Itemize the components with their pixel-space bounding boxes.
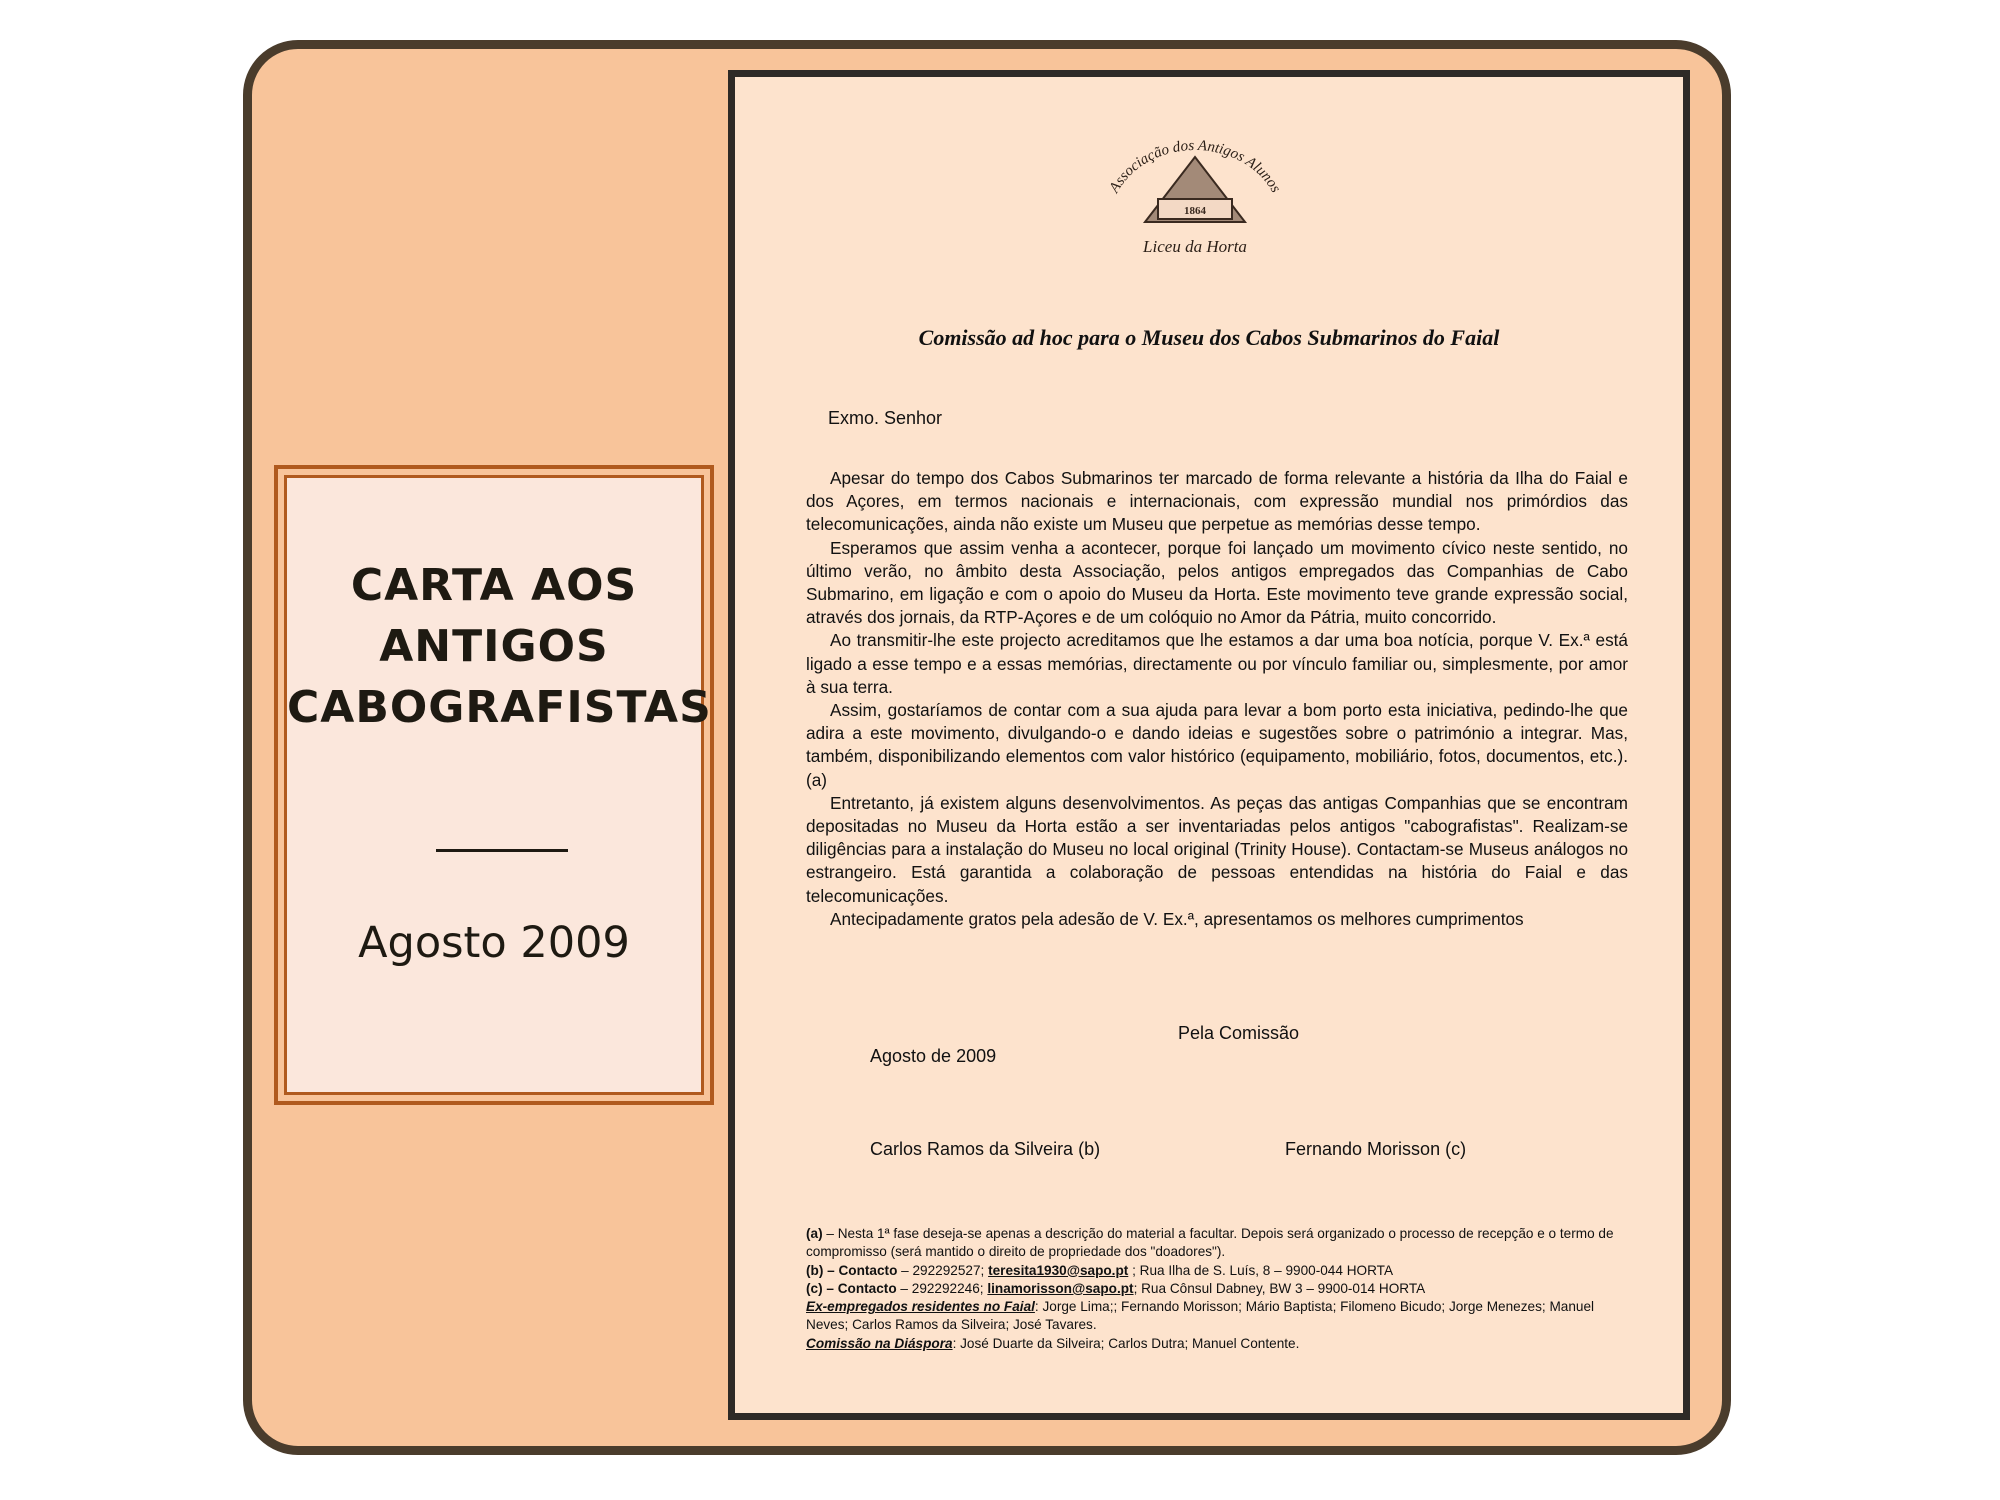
footnote-residents: Ex-empregados residentes no Faial: Jorge Lima;; Fernando Morisson; Mário Baptista; Filomeno Bicudo; Jorge Menezes; Manuel Neves; Carlos Ramos da Silveira; José Tavares. <box>806 1299 1595 1333</box>
signatory-silveira: Carlos Ramos da Silveira (b) <box>870 1139 1101 1159</box>
body-paragraph: Assim, gostaríamos de contar com a sua ajuda para levar a bom porto esta iniciativa, pedindo-lhe que adira a este movimento, divulgando-o e dando ideias e sugestões sobre o património a integrar. Mas, também, disponibilizando elementos com valor histórico (equipamento, mobiliário, fotos, documentos, etc.). (a) <box>806 700 1628 790</box>
card-title: CARTA AOS ANTIGOS CABOGRAFISTAS <box>287 560 712 733</box>
body-paragraph: Ao transmitir-lhe este projecto acreditamos que lhe estamos a dar uma boa notícia, porque V. Ex.ª está ligado a esse tempo e a essas memórias, directamente ou por vínculo familiar ou, simplesmente, por amor à sua terra. <box>806 630 1628 697</box>
title-card <box>274 465 714 1105</box>
letter-body <box>806 467 1628 931</box>
body-paragraph: Esperamos que assim venha a acontecer, porque foi lançado um movimento cívico neste sentido, no último verão, no âmbito desta Associação, pelos antigos empregados das Companhias de Cabo Submarino, em ligação e com o apoio do Museu da Horta. Este movimento teve grande expressão social, através dos jornais, da RTP-Açores e de um colóquio no Amor da Pátria, muito concorrido. <box>806 537 1628 628</box>
footnotes <box>806 1225 1636 1353</box>
footnote-a: (a) – Nesta 1ª fase deseja-se apenas a descrição do material a facultar. Depois será organizado o processo de recepção e o termo de compromisso (será mantido o direito de propriedade dos "doadores"). <box>806 1226 1614 1260</box>
card-date: Agosto 2009 <box>358 918 630 968</box>
letter-heading: Comissão ad hoc para o Museu dos Cabos Submarinos do Faial <box>918 325 1500 350</box>
footnote-diaspora: Comissão na Diáspora: José Duarte da Silveira; Carlos Dutra; Manuel Contente. <box>806 1335 1300 1351</box>
card-divider <box>436 849 568 852</box>
letter-greeting: Exmo. Senhor <box>828 408 943 428</box>
letter-page <box>728 70 1690 1420</box>
footnote-c: (c) – Contacto – 292292246; linamorisson@sapo.pt; Rua Cônsul Dabney, BW 3 – 9900-014 HORTA <box>806 1280 1426 1296</box>
logo-arc-text: Associação dos Antigos Alunos <box>1106 137 1284 196</box>
signatory-morisson: Fernando Morisson (c) <box>1285 1139 1467 1159</box>
email-link-linamorisson[interactable]: linamorisson@sapo.pt <box>987 1280 1134 1296</box>
logo-year: 1864 <box>1184 205 1206 217</box>
body-paragraph: Antecipadamente gratos pela adesão de V. Ex.ª, apresentamos os melhores cumprimentos <box>830 908 1524 929</box>
email-link-teresita[interactable]: teresita1930@sapo.pt <box>988 1262 1129 1278</box>
signature-date: Agosto de 2009 <box>870 1046 997 1066</box>
logo-bottom-text: Liceu da Horta <box>1143 237 1247 256</box>
signature-commission: Pela Comissão <box>1178 1023 1300 1043</box>
association-logo <box>1090 127 1300 267</box>
body-paragraph: Apesar do tempo dos Cabos Submarinos ter marcado de forma relevante a história da Ilha do Faial e dos Açores, em termos nacionais e internacionais, com expressão mundial nos primórdios das telecomunicações, ainda não existe um Museu que perpetue as memórias desse tempo. <box>806 468 1628 535</box>
title-card-inner <box>284 475 712 1095</box>
footnote-b: (b) – Contacto – 292292527; teresita1930@sapo.pt ; Rua Ilha de S. Luís, 8 – 9900-044 HORTA <box>806 1262 1394 1278</box>
body-paragraph: Entretanto, já existem alguns desenvolvimentos. As peças das antigas Companhias que se encontram depositadas no Museu da Horta estão a ser inventariadas pelos antigos "cabografistas". Realizam-se diligências para a instalação do Museu no local original (Trinity House). Contactam-se Museus análogos no estrangeiro. Está garantida a colaboração de pessoas entendidas na história do Faial e das telecomunicações. <box>806 792 1628 906</box>
